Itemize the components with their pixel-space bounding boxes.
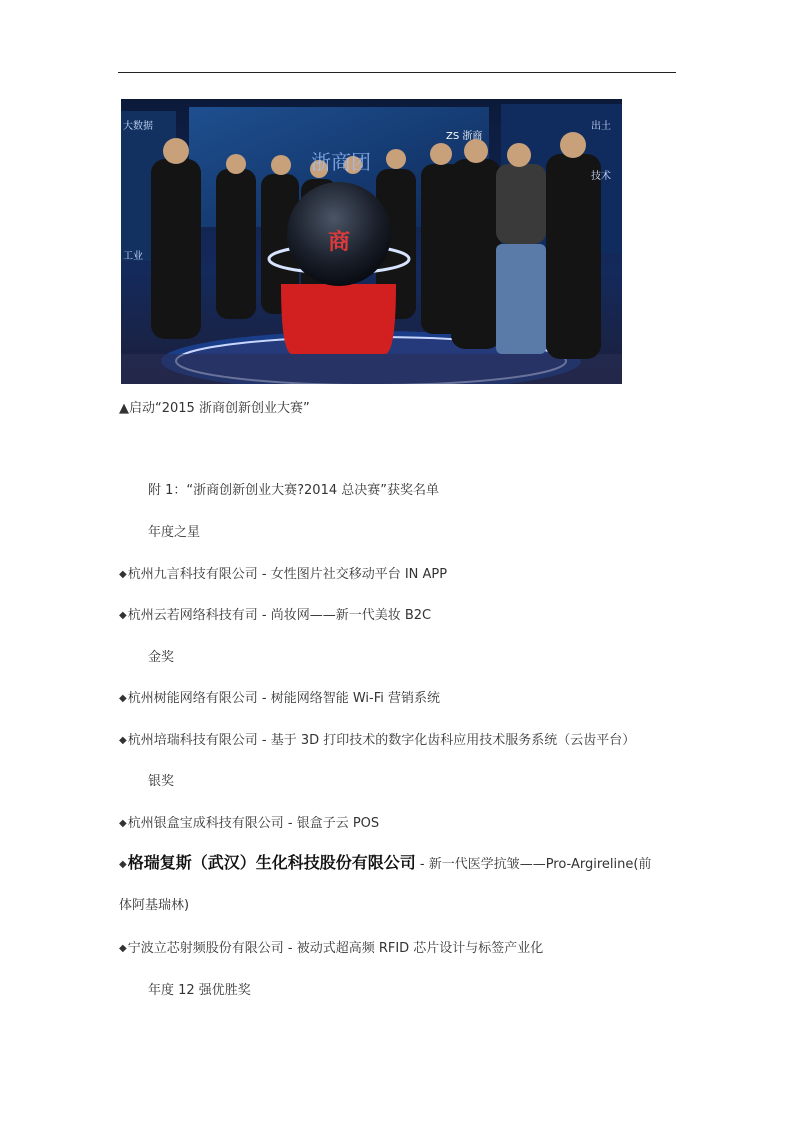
screen-logo: ZS 浙商 — [446, 131, 483, 142]
project-name-continued: 体阿基瑞林) — [119, 898, 190, 913]
project-name: 基于 3D 打印技术的数字化齿科应用技术服务系统（云齿平台） — [270, 733, 636, 748]
side-text-right: 出土 — [591, 121, 611, 132]
bullet-icon: ◆ — [119, 569, 127, 580]
section-heading-star: 年度之星 — [148, 525, 201, 540]
company-name: 杭州云若网络科技有司 — [127, 608, 258, 623]
separator: - — [257, 608, 271, 623]
separator: - — [283, 941, 297, 956]
section-heading-gold: 金奖 — [148, 650, 175, 665]
list-item — [119, 941, 543, 957]
list-item — [119, 733, 635, 749]
side-text-left: 大数据 — [123, 121, 153, 132]
separator: - — [283, 816, 297, 831]
separator: - — [257, 567, 271, 582]
bullet-icon: ◆ — [119, 859, 127, 870]
screen-text: 浙商团 — [311, 150, 371, 174]
separator: - — [257, 733, 271, 748]
company-name: 杭州九言科技有限公司 — [127, 567, 258, 582]
section-heading-top12: 年度 12 强优胜奖 — [148, 983, 251, 998]
project-name: 尚妆网——新一代美妆 B2C — [270, 608, 432, 623]
project-name: 树能网络智能 Wi-Fi 营销系统 — [270, 691, 440, 706]
project-name: 银盒子云 POS — [296, 816, 380, 831]
section-heading-silver: 银奖 — [148, 774, 175, 789]
list-item — [119, 608, 431, 624]
company-name: 杭州银盒宝成科技有限公司 — [127, 816, 284, 831]
company-name: 杭州树能网络有限公司 — [127, 691, 258, 706]
separator: - — [257, 691, 271, 706]
bullet-icon: ◆ — [119, 693, 127, 704]
globe-character: 商 — [327, 230, 351, 255]
bullet-icon: ◆ — [119, 610, 127, 621]
list-item — [119, 855, 651, 873]
list-item — [119, 567, 447, 583]
separator: - — [415, 857, 429, 872]
event-photo — [121, 99, 622, 384]
company-name: 宁波立芯射频股份有限公司 — [127, 941, 284, 956]
list-item — [119, 816, 379, 832]
project-name: 新一代医学抗皱——Pro-Argireline(前 — [428, 857, 652, 872]
company-name: 杭州培瑞科技有限公司 — [127, 733, 258, 748]
bullet-icon: ◆ — [119, 818, 127, 829]
appendix-title: 附 1：“浙商创新创业大赛?2014 总决赛”获奖名单 — [148, 483, 439, 498]
header-rule — [118, 72, 676, 73]
project-name: 被动式超高频 RFID 芯片设计与标签产业化 — [296, 941, 544, 956]
project-name: 女性图片社交移动平台 IN APP — [270, 567, 448, 582]
bullet-icon: ◆ — [119, 943, 127, 954]
bullet-icon: ◆ — [119, 735, 127, 746]
side-text-left-2: 工业 — [123, 251, 143, 262]
company-name: 格瑞复斯（武汉）生化科技股份有限公司 — [127, 853, 416, 872]
list-item — [119, 691, 440, 707]
side-text-right-2: 技术 — [591, 171, 611, 182]
photo-caption: ▲启动“2015 浙商创新创业大赛” — [119, 401, 310, 416]
